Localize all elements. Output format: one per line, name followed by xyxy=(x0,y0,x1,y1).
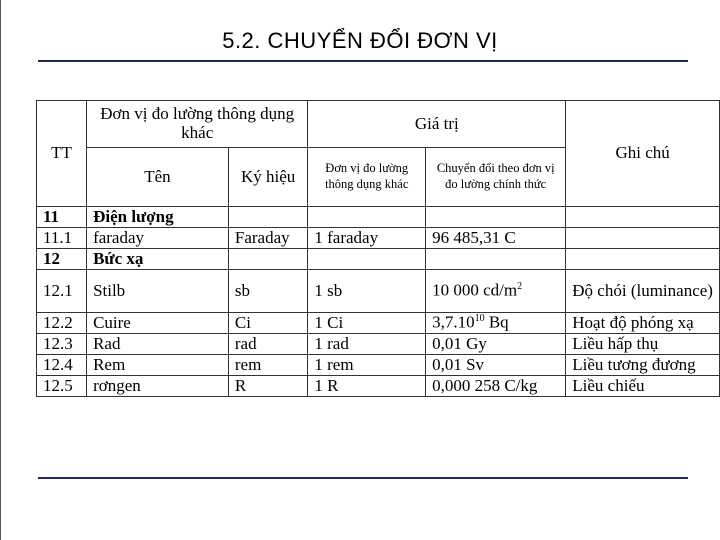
table-row xyxy=(37,228,720,249)
cell-tt: 12.4 xyxy=(37,355,87,376)
cell-convert xyxy=(426,313,566,334)
cell-convert: 0,01 Gy xyxy=(426,334,566,355)
cell-name: Cuire xyxy=(87,313,229,334)
cell-convert: 0,01 Sv xyxy=(426,355,566,376)
header-tt: TT xyxy=(37,101,87,207)
cell-name: Điện lượng xyxy=(87,207,229,228)
cell-tt: 11 xyxy=(37,207,87,228)
table-row xyxy=(37,355,720,376)
header-value: Giá trị xyxy=(308,101,566,148)
cell-unit: 1 Ci xyxy=(308,313,426,334)
convert-exponent: 2 xyxy=(517,281,523,293)
cell-unit: 1 faraday xyxy=(308,228,426,249)
cell-note: Độ chói (luminance) xyxy=(566,270,720,313)
cell-convert: 96 485,31 C xyxy=(426,228,566,249)
cell-unit: 1 rad xyxy=(308,334,426,355)
table-header-row xyxy=(37,101,720,148)
cell-note: Liều chiếu xyxy=(566,376,720,397)
slide-title: 5.2. CHUYỂN ĐỔI ĐƠN VỊ xyxy=(222,28,498,53)
header-value-unit: Đơn vị đo lường thông dụng khác xyxy=(308,148,426,207)
cell-name: Bức xạ xyxy=(87,249,229,270)
cell-note xyxy=(566,249,720,270)
cell-name: rơngen xyxy=(87,376,229,397)
header-other-units: Đơn vị đo lường thông dụng khác xyxy=(87,101,308,148)
cell-tt: 12.5 xyxy=(37,376,87,397)
cell-unit: 1 R xyxy=(308,376,426,397)
cell-unit: 1 rem xyxy=(308,355,426,376)
cell-symbol: Faraday xyxy=(228,228,307,249)
convert-unit: Bq xyxy=(484,312,509,332)
slide-left-border xyxy=(0,0,1,540)
table-row xyxy=(37,313,720,334)
cell-note: Liều hấp thụ xyxy=(566,334,720,355)
header-symbol: Ký hiệu xyxy=(228,148,307,207)
cell-tt: 12.1 xyxy=(37,270,87,313)
cell-note xyxy=(566,207,720,228)
header-name: Tên xyxy=(87,148,229,207)
cell-note: Hoạt độ phóng xạ xyxy=(566,313,720,334)
cell-convert xyxy=(426,207,566,228)
title-underline xyxy=(38,60,688,62)
cell-tt: 11.1 xyxy=(37,228,87,249)
cell-symbol: Ci xyxy=(228,313,307,334)
table-row xyxy=(37,334,720,355)
cell-name: faraday xyxy=(87,228,229,249)
table-row xyxy=(37,270,720,313)
header-note: Ghi chú xyxy=(566,101,720,207)
convert-exponent: 10 xyxy=(474,313,485,325)
unit-conversion-table xyxy=(36,100,720,397)
cell-symbol xyxy=(228,249,307,270)
cell-unit xyxy=(308,249,426,270)
cell-name: Rem xyxy=(87,355,229,376)
cell-convert: 0,000 258 C/kg xyxy=(426,376,566,397)
cell-symbol xyxy=(228,207,307,228)
cell-convert xyxy=(426,270,566,313)
cell-tt: 12 xyxy=(37,249,87,270)
cell-symbol: R xyxy=(228,376,307,397)
table-row xyxy=(37,207,720,228)
table-row xyxy=(37,376,720,397)
cell-unit: 1 sb xyxy=(308,270,426,313)
cell-name: Rad xyxy=(87,334,229,355)
footer-rule xyxy=(38,477,688,479)
convert-value: 10 000 cd/m xyxy=(432,280,518,300)
cell-symbol: rad xyxy=(228,334,307,355)
table-row xyxy=(37,249,720,270)
cell-note: Liều tương đương xyxy=(566,355,720,376)
convert-value: 3,7.10 xyxy=(432,312,475,332)
cell-tt: 12.2 xyxy=(37,313,87,334)
cell-unit xyxy=(308,207,426,228)
cell-symbol: rem xyxy=(228,355,307,376)
cell-name: Stilb xyxy=(87,270,229,313)
header-value-convert: Chuyển đổi theo đơn vị đo lường chính thức xyxy=(426,148,566,207)
cell-symbol: sb xyxy=(228,270,307,313)
cell-tt: 12.3 xyxy=(37,334,87,355)
cell-note xyxy=(566,228,720,249)
cell-convert xyxy=(426,249,566,270)
